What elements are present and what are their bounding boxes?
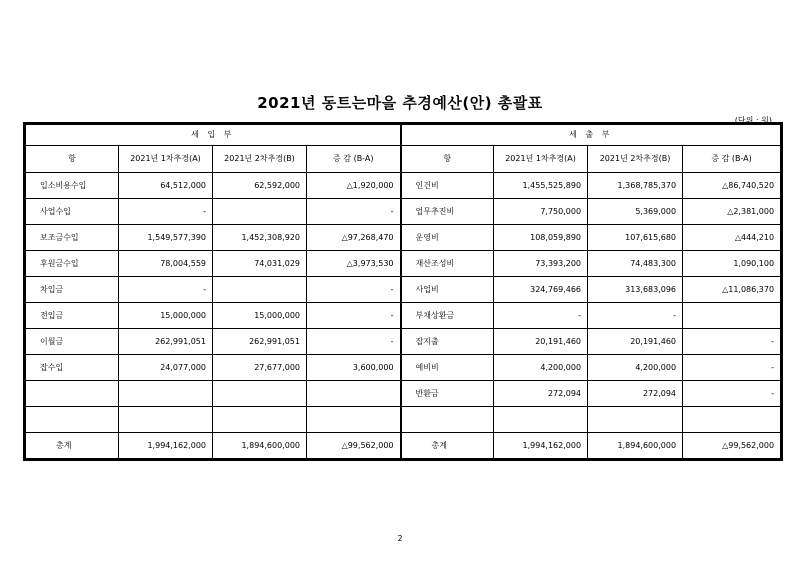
expenditure-total-b: 1,894,600,000 [588, 433, 683, 459]
expenditure-value-a: 324,769,466 [494, 277, 588, 303]
expenditure-item-label: 운영비 [401, 225, 494, 251]
revenue-value-a [119, 407, 213, 433]
revenue-value-diff [307, 407, 401, 433]
revenue-value-b: 62,592,000 [213, 173, 307, 199]
revenue-total-a: 1,994,162,000 [119, 433, 213, 459]
revenue-value-a: 15,000,000 [119, 303, 213, 329]
expenditure-total-label: 총계 [401, 433, 494, 459]
expenditure-value-b [588, 407, 683, 433]
expenditure-value-b: 1,368,785,370 [588, 173, 683, 199]
revenue-value-b [213, 199, 307, 225]
revenue-value-b [213, 381, 307, 407]
expenditure-value-a: 7,750,000 [494, 199, 588, 225]
expenditure-value-b: 5,369,000 [588, 199, 683, 225]
table-row [26, 381, 781, 407]
expenditure-value-a: - [494, 303, 588, 329]
expenditure-value-diff: - [683, 381, 781, 407]
revenue-value-diff: - [307, 329, 401, 355]
expenditure-value-b: 20,191,460 [588, 329, 683, 355]
revenue-value-diff: - [307, 277, 401, 303]
expenditure-value-b: 107,615,680 [588, 225, 683, 251]
revenue-value-a: 78,004,559 [119, 251, 213, 277]
revenue-value-a: 24,077,000 [119, 355, 213, 381]
expenditure-item-label: 반환금 [401, 381, 494, 407]
expenditure-value-diff: △86,740,520 [683, 173, 781, 199]
revenue-value-b [213, 277, 307, 303]
expenditure-item-label: 사업비 [401, 277, 494, 303]
revenue-value-diff: 3,600,000 [307, 355, 401, 381]
table-row [26, 173, 781, 199]
revenue-total-b: 1,894,600,000 [213, 433, 307, 459]
expenditure-total-a: 1,994,162,000 [494, 433, 588, 459]
revenue-value-b: 27,677,000 [213, 355, 307, 381]
expenditure-value-diff: 1,090,100 [683, 251, 781, 277]
revenue-col-a: 2021년 1차추경(A) [119, 146, 213, 173]
unit-note: (단위 : 원) [734, 116, 772, 125]
revenue-value-diff: - [307, 303, 401, 329]
revenue-item-label: 전입금 [26, 303, 119, 329]
revenue-col-diff: 증 감 (B-A) [307, 146, 401, 173]
revenue-value-a [119, 381, 213, 407]
expenditure-value-a: 20,191,460 [494, 329, 588, 355]
column-header-row [26, 146, 781, 173]
expenditure-value-a: 1,455,525,890 [494, 173, 588, 199]
revenue-item-label: 사업수입 [26, 199, 119, 225]
expenditure-col-b: 2021년 2차추경(B) [588, 146, 683, 173]
revenue-item-label [26, 407, 119, 433]
revenue-value-a: 1,549,577,390 [119, 225, 213, 251]
revenue-value-diff [307, 381, 401, 407]
expenditure-item-label: 재산조성비 [401, 251, 494, 277]
revenue-value-b [213, 407, 307, 433]
revenue-item-label: 잡수입 [26, 355, 119, 381]
revenue-total-diff: △99,562,000 [307, 433, 401, 459]
section-header-row [26, 125, 781, 146]
expenditure-value-b: - [588, 303, 683, 329]
page-number: 2 [397, 534, 403, 543]
expenditure-value-a: 272,094 [494, 381, 588, 407]
expenditure-value-diff: △444,210 [683, 225, 781, 251]
expenditure-total-diff: △99,562,000 [683, 433, 781, 459]
expenditure-value-diff: - [683, 355, 781, 381]
revenue-value-a: 64,512,000 [119, 173, 213, 199]
revenue-value-a: - [119, 277, 213, 303]
expenditure-value-a: 108,059,890 [494, 225, 588, 251]
expenditure-value-b: 313,683,096 [588, 277, 683, 303]
revenue-value-diff: △1,920,000 [307, 173, 401, 199]
expenditure-value-a: 4,200,000 [494, 355, 588, 381]
expenditure-value-diff: - [683, 329, 781, 355]
revenue-item-label: 후원금수입 [26, 251, 119, 277]
table-row [26, 251, 781, 277]
revenue-item-label: 차입금 [26, 277, 119, 303]
expenditure-item-label: 잡지출 [401, 329, 494, 355]
table-row [26, 355, 781, 381]
expenditure-item-label: 업무추진비 [401, 199, 494, 225]
revenue-value-b: 15,000,000 [213, 303, 307, 329]
expenditure-col-diff: 증 감 (B-A) [683, 146, 781, 173]
revenue-item-label: 입소비용수입 [26, 173, 119, 199]
expenditure-value-diff: △11,086,370 [683, 277, 781, 303]
revenue-item-label: 보조금수입 [26, 225, 119, 251]
expenditure-value-b: 4,200,000 [588, 355, 683, 381]
revenue-value-b: 1,452,308,920 [213, 225, 307, 251]
revenue-heading: 세 입 부 [26, 125, 401, 146]
revenue-value-a: - [119, 199, 213, 225]
expenditure-item-label: 부채상환금 [401, 303, 494, 329]
revenue-item-label: 이월금 [26, 329, 119, 355]
expenditure-value-a: 73,393,200 [494, 251, 588, 277]
expenditure-value-a [494, 407, 588, 433]
table-row [26, 329, 781, 355]
expenditure-heading: 세 출 부 [401, 125, 781, 146]
expenditure-value-b: 74,483,300 [588, 251, 683, 277]
expenditure-item-label [401, 407, 494, 433]
expenditure-value-diff [683, 303, 781, 329]
revenue-total-label: 총계 [26, 433, 119, 459]
expenditure-col-item: 항 [401, 146, 494, 173]
expenditure-item-label: 인건비 [401, 173, 494, 199]
expenditure-col-a: 2021년 1차추경(A) [494, 146, 588, 173]
table-row [26, 225, 781, 251]
expenditure-value-diff [683, 407, 781, 433]
revenue-col-item: 항 [26, 146, 119, 173]
revenue-col-b: 2021년 2차추경(B) [213, 146, 307, 173]
revenue-value-b: 262,991,051 [213, 329, 307, 355]
revenue-value-diff: △3,973,530 [307, 251, 401, 277]
revenue-value-diff: - [307, 199, 401, 225]
expenditure-value-diff: △2,381,000 [683, 199, 781, 225]
revenue-value-diff: △97,268,470 [307, 225, 401, 251]
table-row [26, 407, 781, 433]
budget-summary-table [25, 124, 781, 459]
expenditure-value-b: 272,094 [588, 381, 683, 407]
revenue-value-a: 262,991,051 [119, 329, 213, 355]
expenditure-item-label: 예비비 [401, 355, 494, 381]
revenue-item-label [26, 381, 119, 407]
table-row [26, 303, 781, 329]
revenue-value-b: 74,031,029 [213, 251, 307, 277]
table-row [26, 277, 781, 303]
total-row [26, 433, 781, 459]
page-title: 2021년 동트는마을 추경예산(안) 총괄표 [257, 94, 543, 112]
table-row [26, 199, 781, 225]
